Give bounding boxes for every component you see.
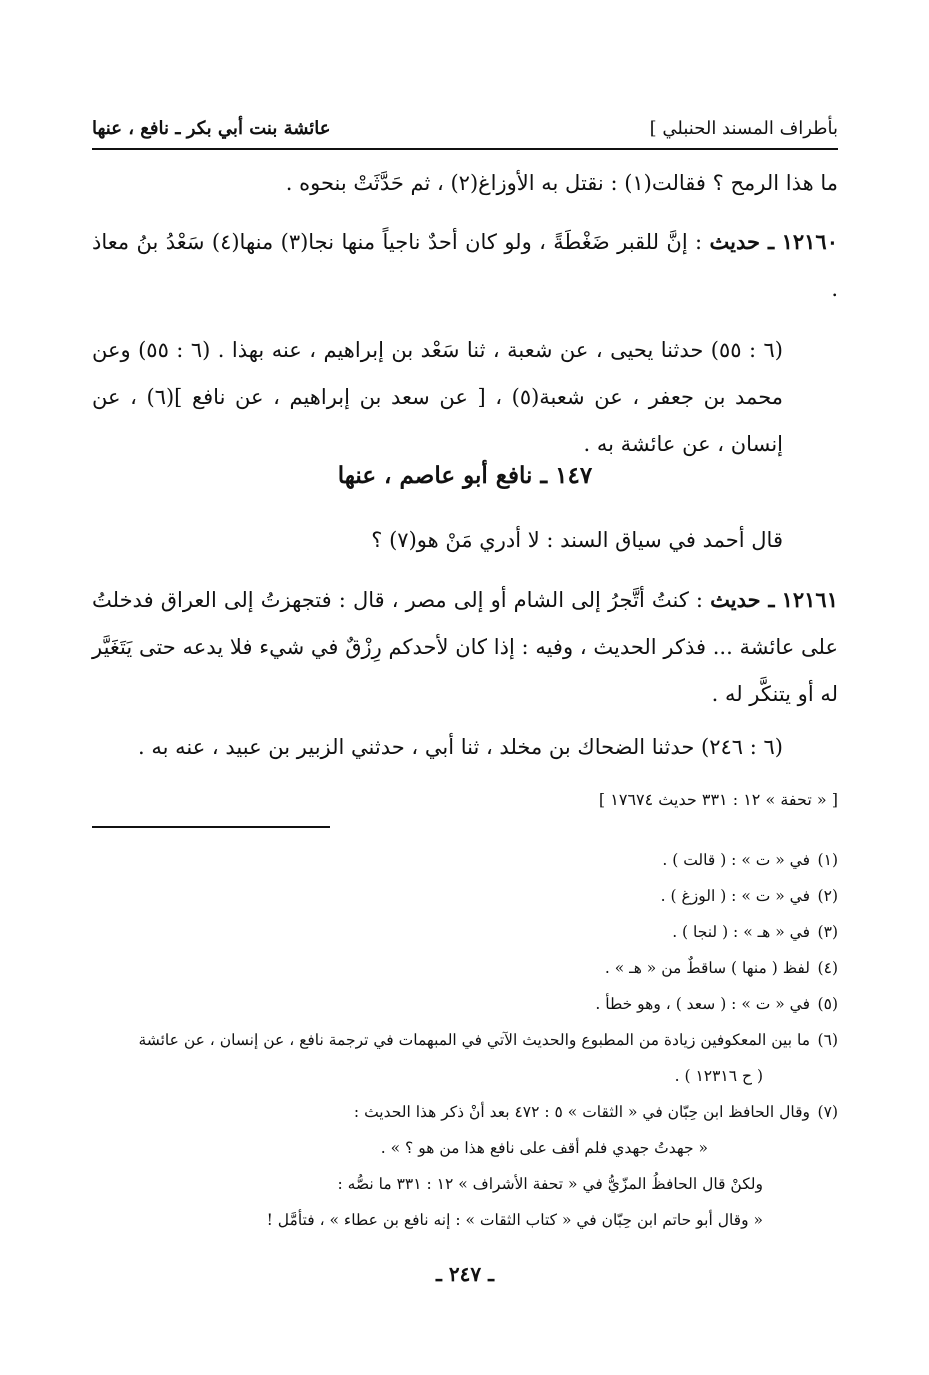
footnote	[92, 950, 838, 986]
footnote-rule	[92, 826, 330, 828]
hadith-text: : إنَّ للقبر ضَغْطَةً ، ولو كان أحدٌ ناجياً منها نجا(٣) منها(٤) سَعْدُ بنُ معاذ .	[92, 230, 838, 301]
isnad-text: (٦ : ٥٥) حدثنا يحيى ، عن شعبة ، ثنا سَعْد بن إبراهيم ، عنه بهذا . (٦ : ٥٥) وعن محمد بن جعفر ، عن شعبة(٥) ، [ عن سعد بن إبراهيم ، عن نافع ](٦) ، عن إنسان ، عن عائشة به .	[92, 338, 784, 456]
footnote-number: (٥)	[817, 995, 838, 1013]
footnote	[92, 914, 838, 950]
footnote-text: ما بين المعكوفين زيادة من المطبوع والحديث الآتي في المبهمات في ترجمة نافع ، عن إنسان ، عن عائشة	[138, 1031, 810, 1049]
footnote-quote: « جهدتُ جهدي فلم أقف على نافع هذا من هو ؟ » .	[380, 1139, 708, 1157]
hadith-12161	[92, 576, 838, 718]
isnad-paragraph-2	[92, 724, 838, 771]
footnote-text: في « هـ » : ( لنجا ) .	[672, 923, 810, 941]
hadith-paragraph	[92, 576, 838, 718]
footnote-number: (٢)	[817, 887, 838, 905]
hadith-label: ـ حديث	[709, 229, 775, 254]
footnote	[92, 842, 838, 878]
footnote-text: لفظ ( منها ) ساقطٌ من « هـ » .	[604, 959, 810, 977]
hadith-number: ١٢١٦١	[781, 587, 838, 612]
ahmad-note-text: قال أحمد في سياق السند : لا أدري مَنْ هو(٧) ؟	[371, 528, 783, 552]
page-number: ـ ٢٤٧ ـ	[436, 1262, 494, 1286]
footnote-text: في « ت » : ( سعد ) ، وهو خطأ .	[595, 995, 810, 1013]
tuhfa-reference: [ « تحفة » ١٢ : ٣٣١ حديث ١٧٦٧٤ ]	[598, 790, 838, 809]
footnote	[92, 1094, 838, 1130]
footnote-quote: ولكنْ قال الحافظُ المزّيُّ في « تحفة الأشراف » ١٢ : ٣٣١ ما نصُّه :	[337, 1175, 763, 1193]
footnote-number: (٣)	[817, 923, 838, 941]
book-title: بأطراف المسند الحنبلي ]	[649, 117, 838, 139]
header-rule	[92, 148, 838, 150]
section-title: عائشة بنت أبي بكر ـ نافع ، عنها	[92, 117, 331, 139]
footnote	[92, 878, 838, 914]
footnote-number: (١)	[817, 851, 838, 869]
footnote-quote: « وقال أبو حاتم ابن حِبّان في « كتاب الثقات » : إنه نافع بن عطاء » ، فتأمَّل !	[266, 1211, 763, 1229]
hadith-12160	[92, 218, 838, 313]
footnote-text: وقال الحافظ ابن حِبّان في « الثقات » ٥ : ٤٧٢ بعد أنْ ذكر هذا الحديث :	[353, 1103, 810, 1121]
hadith-text: : كنتُ أتَّجرُ إلى الشام أو إلى مصر ، قال : فتجهزتُ إلى العراق فدخلتُ على عائشة ... فذكر الحديث ، وفيه : إذا كان لأحدكم رِزْقٌ في شيء فلا يدعه حتى يَتَغَيَّر له أو يتنكَّر له .	[92, 588, 838, 706]
footnote	[92, 986, 838, 1022]
isnad-paragraph	[92, 327, 838, 468]
ahmad-note	[92, 517, 838, 564]
footnote-number: (٧)	[817, 1103, 838, 1121]
document-page	[92, 0, 838, 1375]
footnotes	[92, 842, 838, 1238]
hadith-paragraph	[92, 218, 838, 313]
paragraph-continuation	[92, 160, 838, 207]
text-line: ما هذا الرمح ؟ فقالت(١) : نقتل به الأوزاغ(٢) ، ثم حَدَّثَتْ بنحوه .	[285, 171, 838, 195]
isnad-text: (٦ : ٢٤٦) حدثنا الضحاك بن مخلد ، ثنا أبي ، حدثني الزبير بن عبيد ، عنه به .	[137, 735, 783, 759]
footnote-text: في « ت » : ( قالت ) .	[662, 851, 810, 869]
running-header	[92, 112, 838, 144]
hadith-label: ـ حديث	[710, 587, 775, 612]
footnote-text: في « ت » : ( الوزغ ) .	[660, 887, 810, 905]
footnote	[92, 1022, 838, 1058]
footnote-number: (٤)	[817, 959, 838, 977]
footnote-continuation: ( ح ١٢٣١٦ ) .	[674, 1067, 763, 1085]
footnote-number: (٦)	[817, 1031, 838, 1049]
hadith-number: ١٢١٦٠	[781, 229, 838, 254]
chapter-heading: ١٤٧ ـ نافع أبو عاصم ، عنها	[337, 462, 593, 489]
